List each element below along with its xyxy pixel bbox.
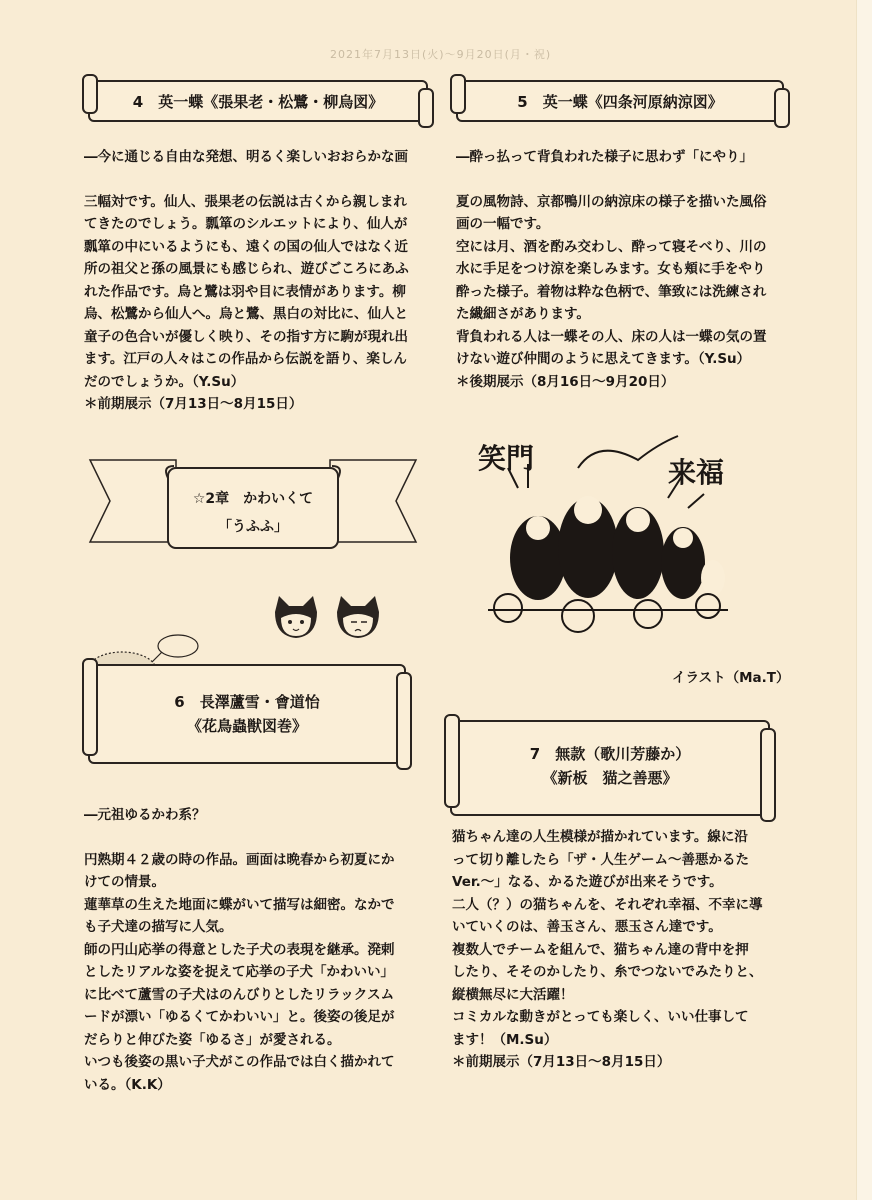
sec4-line: ます。江戸の人々はこの作品から伝説を語り、楽しん xyxy=(84,351,407,367)
sec6-line: いつも後姿の黒い子犬がこの作品では白く描かれて xyxy=(84,1054,395,1070)
sec5-period: ＊後期展示（8月16日～9月20日） xyxy=(456,373,675,390)
sec6-line: としたリアルな姿を捉えて応挙の子犬「かわいい」 xyxy=(84,964,394,980)
sec6-line: ードが漂い「ゆるくてかわいい」と。後姿の後足が xyxy=(84,1009,395,1025)
sec5-line: 背負われる人は一蝶その人、床の人は一蝶の気の置 xyxy=(456,328,767,345)
sec6-line: に比べて蘆雪の子犬はのんびりとしたリラックスム xyxy=(84,986,395,1003)
sec7-line: いていくのは、善玉さん、悪玉さん達です。 xyxy=(452,919,722,935)
sec7-line: Ver.～」なる、かるた遊びが出来そうです。 xyxy=(452,874,723,890)
sec5-line: 水に手足をつけ涼を楽しみます。女も頬に手をやり xyxy=(456,261,766,277)
page-edge xyxy=(856,0,872,1200)
sec6-subtitle: ―元祖ゆるかわ系？ xyxy=(84,807,206,823)
sec6-title2: 《花鳥蟲獣図巻》 xyxy=(186,717,307,735)
sec5-line: 酔った様子。着物は粋な色柄で、筆致には洗練され xyxy=(456,283,767,300)
sec6-line: 蓮華草の生えた地面に蝶がいて描写は細密。なかで xyxy=(84,896,395,913)
sec5-subtitle: ―酔っ払って背負われた様子に思わず「にやり」 xyxy=(456,149,753,165)
sec5-column xyxy=(456,146,806,393)
sec6-line: けての情景。 xyxy=(84,874,165,890)
sec4-line: だのでしょうか。（Y.Su） xyxy=(84,373,245,390)
bleed-through-header: 2021年7月13日(火)～9月20日(月・祝) xyxy=(330,48,552,61)
sec6-title-scroll xyxy=(88,664,406,764)
sec4-line: 烏、松鷺から仙人へ。烏と鷺、黒白の対比に、仙人と xyxy=(84,306,408,322)
sec6-line: 円熟期４２歳の時の作品。画面は晩春から初夏にか xyxy=(84,851,395,868)
sec7-title2: 《新板 猫之善悪》 xyxy=(542,769,678,787)
sec5-line: 画の一幅です。 xyxy=(456,216,550,232)
sec4-column xyxy=(84,146,436,416)
sec7-line: ます！（M.Su） xyxy=(452,1031,558,1048)
sec5-line: た繊細さがあります。 xyxy=(456,306,590,322)
sec6-line: だらりと伸びた姿「ゆるさ」が愛される。 xyxy=(84,1031,341,1048)
illustration-warai-kado-fuku-kitaru xyxy=(468,428,748,638)
sec4-period: ＊前期展示（7月13日～8月15日） xyxy=(84,396,303,412)
sec6-line: も子犬達の描写に人気。 xyxy=(84,919,233,935)
sec4-line: 所の祖父と孫の風景にも感じられ、遊びごころにあふ xyxy=(84,261,409,277)
sign-right: 来福 xyxy=(668,456,725,489)
cat-faces-icon xyxy=(265,592,395,647)
sec6-title1: 6 長澤蘆雪・會道怡 xyxy=(174,693,320,711)
sec5-title: 5 英一蝶《四条河原納涼図》 xyxy=(517,93,723,111)
sec7-period: ＊前期展示（7月13日～8月15日） xyxy=(452,1054,671,1070)
chapter2-banner xyxy=(88,458,418,550)
sec5-line: けない遊び仲間のように思えてきます。（Y.Su） xyxy=(456,351,751,367)
sec4-line: 三幅対です。仙人、張果老の伝説は古くから親しまれ xyxy=(84,193,407,210)
sec5-line: 空には月、酒を酌み交わし、酔って寝そべり、川の xyxy=(456,238,767,255)
sec7-line: 二人（？）の猫ちゃんを、それぞれ幸福、不幸に導 xyxy=(452,896,763,913)
sec7-line: コミカルな動きがとっても楽しく、いい仕事して xyxy=(452,1009,749,1025)
sec5-title-scroll xyxy=(456,80,784,122)
sign-left: 笑門 xyxy=(478,442,535,475)
sec6-line: 師の円山応挙の得意とした子犬の表現を継承。溌剌 xyxy=(84,941,395,958)
sec4-title-scroll xyxy=(88,80,428,122)
sec7-line: 猫ちゃん達の人生模様が描かれています。線に沿 xyxy=(452,829,748,845)
sec7-line: 複数人でチームを組んで、猫ちゃん達の背中を押 xyxy=(452,941,749,958)
sec7-title1: 7 無款（歌川芳藤か） xyxy=(529,745,691,763)
sec6-column xyxy=(84,804,434,1096)
sec7-line: って切り離したら「ザ・人生ゲーム～善悪かるた xyxy=(452,851,749,868)
sec4-subtitle: ―今に通じる自由な発想、明るく楽しいおおらかな画 xyxy=(84,149,408,165)
sec7-title-scroll xyxy=(450,720,770,816)
sec7-line: 縦横無尽に大活躍！ xyxy=(452,986,574,1003)
sec4-line: 瓢箪の中にいるようにも、遠くの国の仙人ではなく近 xyxy=(84,238,408,255)
sec6-line: いる。（K.K） xyxy=(84,1076,171,1093)
sec4-line: てきたのでしょう。瓢箪のシルエットにより、仙人が xyxy=(84,216,408,232)
sec4-title: 4 英一蝶《張果老・松鷺・柳烏図》 xyxy=(132,93,384,111)
sec4-line: れた作品です。烏と鷺は羽や目に表情があります。柳 xyxy=(84,283,406,300)
sec7-line: したり、そそのかしたり、糸でつないでみたりと、 xyxy=(452,964,763,980)
chapter2-line2: 「うふふ」 xyxy=(218,519,288,535)
sec4-line: 童子の色合いが優しく映り、その指す方に駒が現れ出 xyxy=(84,328,408,345)
sec7-column xyxy=(452,826,808,1074)
chapter2-line1: ☆2章 かわいくて xyxy=(192,491,314,507)
sec5-line: 夏の風物詩、京都鴨川の納涼床の様子を描いた風俗 xyxy=(456,193,767,210)
illustration-caption: イラスト（Ma.T） xyxy=(672,670,790,686)
